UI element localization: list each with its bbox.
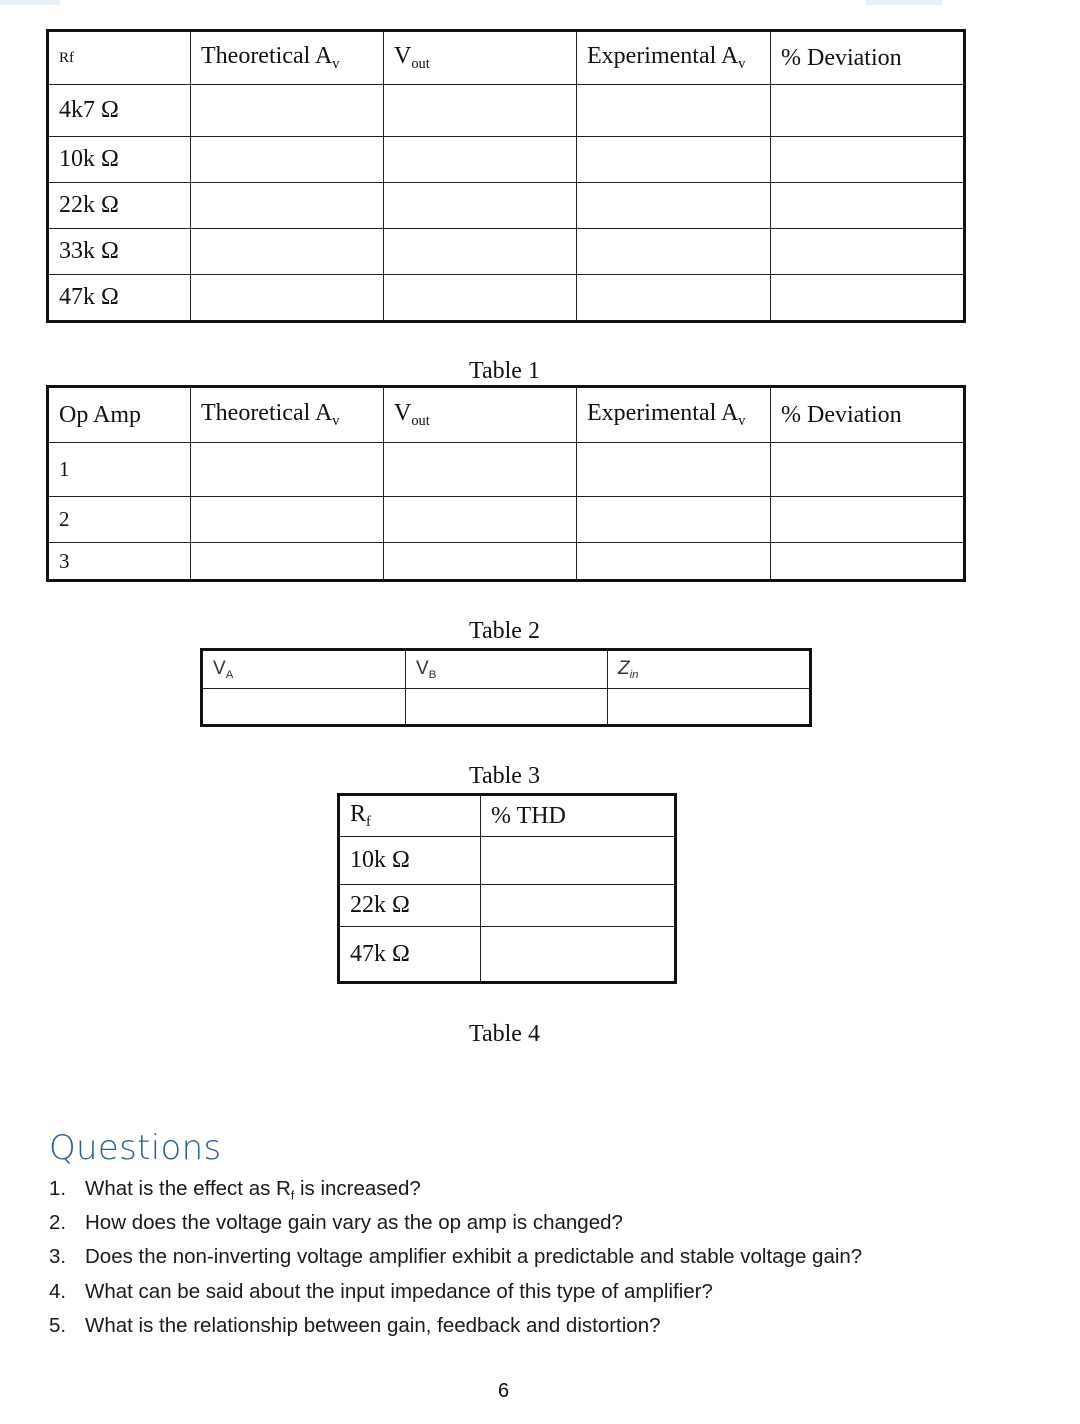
table-row (49, 183, 964, 229)
empty-cell (191, 443, 384, 497)
header-vout: $V_{out}$ (384, 32, 577, 85)
rf-value: 10k Ω (340, 837, 481, 885)
header-zin: $Z_{in}$ (608, 651, 810, 689)
list-item: 2. How does the voltage gain vary as the op amp is changed? (49, 1211, 862, 1245)
op-amp-number: 2 (49, 497, 191, 543)
header-vout: $V_{out}$ (384, 388, 577, 443)
empty-cell (191, 275, 384, 321)
question-text: What is the effect as $R_f$ is increased? (85, 1177, 421, 1203)
table-3-caption: Table 3 (469, 763, 540, 789)
empty-cell (384, 183, 577, 229)
empty-cell (577, 443, 771, 497)
page-number: 6 (498, 1380, 510, 1402)
table-2-caption: Table 2 (469, 618, 540, 644)
empty-cell (771, 497, 964, 543)
table-row (340, 885, 675, 927)
questions-heading: Questions (49, 1128, 222, 1168)
table-3 (202, 650, 810, 725)
empty-cell (771, 183, 964, 229)
empty-cell (771, 443, 964, 497)
table-2 (48, 387, 964, 580)
list-item: 5. What is the relationship between gain, feedback and distortion? (49, 1314, 862, 1348)
empty-cell (771, 275, 964, 321)
header-theoretical-av: Theoretical $A_v$ (191, 32, 384, 85)
empty-cell (608, 689, 810, 725)
table-4 (339, 795, 675, 982)
header-deviation: % Deviation (771, 388, 964, 443)
table-row (49, 275, 964, 321)
empty-cell (481, 885, 675, 927)
table-4-header-row (340, 796, 675, 837)
rf-value: 22k Ω (49, 183, 191, 229)
op-amp-number: 1 (49, 443, 191, 497)
header-rf: $R_f$ (340, 796, 481, 837)
rf-value: 47k Ω (340, 927, 481, 982)
table-1 (48, 31, 964, 321)
top-left-decoration (0, 0, 60, 5)
rf-value: 10k Ω (49, 137, 191, 183)
list-item: 4. What can be said about the input impedance of this type of amplifier? (49, 1280, 862, 1314)
list-item: 1. What is the effect as $R_f$ is increased? (49, 1177, 862, 1211)
empty-cell (771, 229, 964, 275)
empty-cell (191, 543, 384, 580)
table-1-caption: Table 1 (469, 358, 540, 384)
header-experimental-av: Experimental $A_v$ (577, 32, 771, 85)
rf-value: 4k7 Ω (49, 85, 191, 137)
empty-cell (577, 543, 771, 580)
table-row (49, 229, 964, 275)
op-amp-number: 3 (49, 543, 191, 580)
empty-cell (384, 137, 577, 183)
empty-cell (577, 275, 771, 321)
table-row (203, 689, 810, 725)
empty-cell (191, 497, 384, 543)
question-text: What is the relationship between gain, feedback and distortion? (85, 1313, 661, 1337)
empty-cell (481, 837, 675, 885)
question-text: Does the non-inverting voltage amplifier exhibit a predictable and stable voltage gain? (85, 1245, 863, 1269)
table-4-caption: Table 4 (469, 1021, 540, 1047)
empty-cell (577, 85, 771, 137)
empty-cell (577, 183, 771, 229)
empty-cell (191, 85, 384, 137)
rf-value: 47k Ω (49, 275, 191, 321)
header-experimental-av: Experimental $A_v$ (577, 388, 771, 443)
empty-cell (771, 137, 964, 183)
header-theoretical-av: Theoretical $A_v$ (191, 388, 384, 443)
empty-cell (577, 497, 771, 543)
empty-cell (577, 137, 771, 183)
table-3-header-row (203, 651, 810, 689)
empty-cell (384, 443, 577, 497)
table-row (49, 443, 964, 497)
list-item: 3. Does the non-inverting voltage amplifier exhibit a predictable and stable voltage gain? (49, 1245, 862, 1279)
empty-cell (384, 85, 577, 137)
rf-value: 22k Ω (340, 885, 481, 927)
empty-cell (384, 229, 577, 275)
empty-cell (577, 229, 771, 275)
empty-cell (191, 137, 384, 183)
header-op-amp: Op Amp (49, 388, 191, 443)
rf-value: 33k Ω (49, 229, 191, 275)
table-row (49, 543, 964, 580)
question-list (49, 1177, 862, 1348)
empty-cell (191, 183, 384, 229)
empty-cell (203, 689, 406, 725)
top-right-decoration (866, 0, 942, 5)
table-1-header-row (49, 32, 964, 85)
header-va: $V_A$ (203, 651, 406, 689)
table-row (49, 85, 964, 137)
table-2-header-row (49, 388, 964, 443)
table-row (49, 497, 964, 543)
empty-cell (481, 927, 675, 982)
header-thd: % THD (481, 796, 675, 837)
table-row (340, 837, 675, 885)
empty-cell (191, 229, 384, 275)
question-text: What can be said about the input impedance of this type of amplifier? (85, 1279, 713, 1303)
table-row (49, 137, 964, 183)
header-deviation: % Deviation (771, 32, 964, 85)
question-text: How does the voltage gain vary as the op amp is changed? (85, 1211, 623, 1235)
header-rf: Rf (49, 32, 191, 85)
header-vb: $V_B$ (406, 651, 608, 689)
empty-cell (406, 689, 608, 725)
empty-cell (384, 543, 577, 580)
empty-cell (384, 497, 577, 543)
empty-cell (771, 543, 964, 580)
empty-cell (771, 85, 964, 137)
empty-cell (384, 275, 577, 321)
table-row (340, 927, 675, 982)
